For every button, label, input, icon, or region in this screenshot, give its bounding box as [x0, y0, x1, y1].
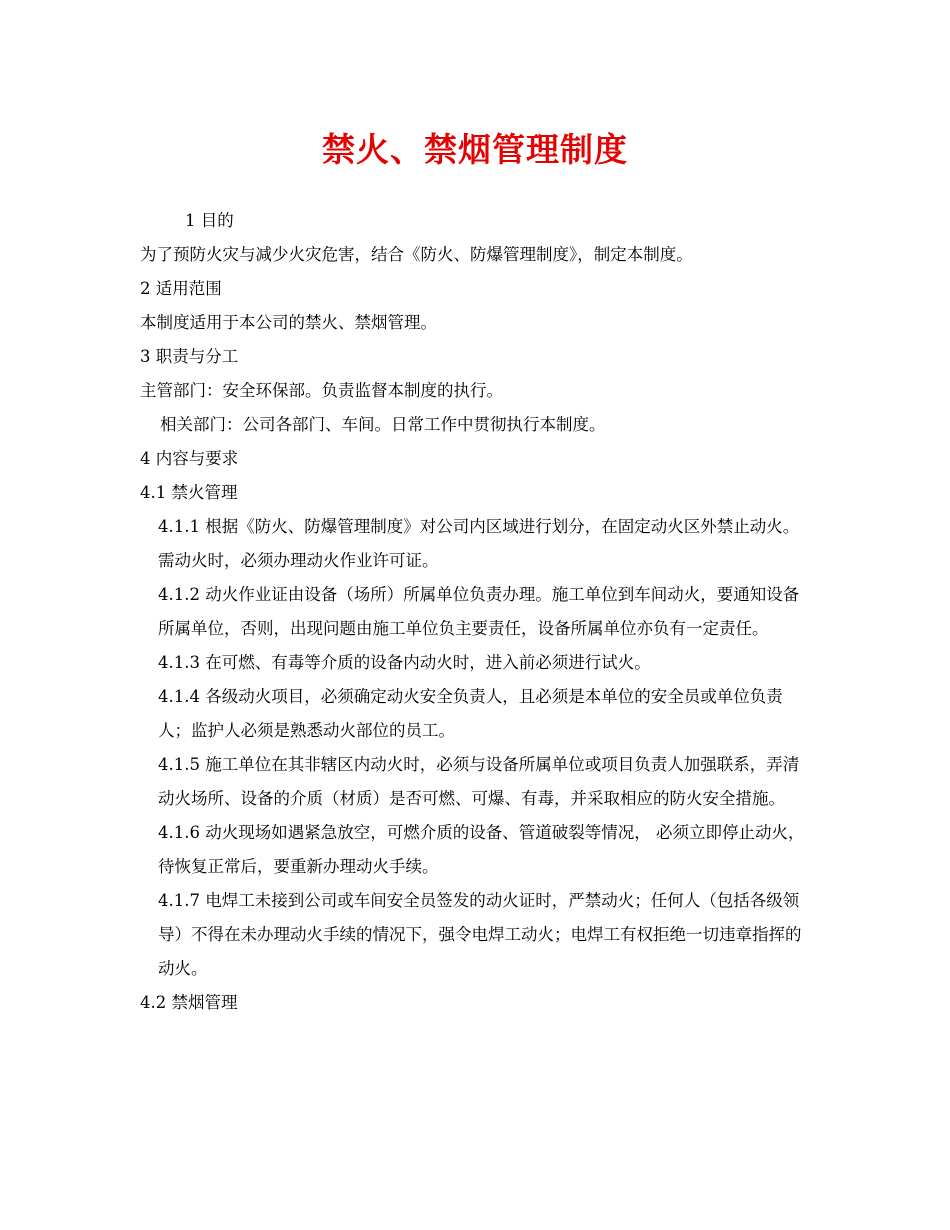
section-heading-content: 4 内容与要求 [140, 449, 239, 468]
paragraph-purpose: 为了预防火灾与减少火灾危害，结合《防火、防爆管理制度》，制定本制度。 [140, 245, 693, 264]
document-title: 禁火、禁烟管理制度 [322, 130, 628, 169]
subsection-heading-smoking: 4.2 禁烟管理 [140, 993, 238, 1012]
item-4-1-2: 4.1.2 动火作业证由设备（场所）所属单位负责办理。施工单位到车间动火，要通知设备所属单位，否则，出现问题由施工单位负主要责任，设备所属单位亦负有一定责任。 [158, 585, 800, 638]
item-4-1-6: 4.1.6 动火现场如遇紧急放空，可燃介质的设备、管道破裂等情况， 必须立即停止动火，待恢复正常后，要重新办理动火手续。 [158, 823, 805, 876]
section-heading-purpose: 1 目的 [185, 211, 234, 230]
item-4-1-7: 4.1.7 电焊工未接到公司或车间安全员签发的动火证时，严禁动火；任何人（包括各级领导）不得在未办理动火手续的情况下，强令电焊工动火；电焊工有权拒绝一切违章指挥的动火。 [158, 891, 802, 978]
document-body [140, 204, 815, 1020]
paragraph-scope: 本制度适用于本公司的禁火、禁烟管理。 [140, 313, 437, 332]
subsection-heading-fire: 4.1 禁火管理 [140, 483, 238, 502]
item-4-1-3: 4.1.3 在可燃、有毒等介质的设备内动火时，进入前必须进行试火。 [158, 653, 651, 672]
section-heading-responsibilities: 3 职责与分工 [140, 347, 239, 366]
item-4-1-4: 4.1.4 各级动火项目，必须确定动火安全负责人，且必须是本单位的安全员或单位负责人；监护人必须是熟悉动火部位的员工。 [158, 687, 783, 740]
item-4-1-1: 4.1.1 根据《防火、防爆管理制度》对公司内区域进行划分，在固定动火区外禁止动火。需动火时，必须办理动火作业许可证。 [158, 517, 800, 570]
item-4-1-5: 4.1.5 施工单位在其非辖区内动火时，必须与设备所属单位或项目负责人加强联系，弄清动火场所、设备的介质（材质）是否可燃、可爆、有毒，并采取相应的防火安全措施。 [158, 755, 800, 808]
section-heading-scope: 2 适用范围 [140, 279, 222, 298]
paragraph-responsible-dept: 主管部门：安全环保部。负责监督本制度的执行。 [140, 381, 503, 400]
paragraph-related-dept: 相关部门：公司各部门、车间。日常工作中贯彻执行本制度。 [160, 415, 606, 434]
